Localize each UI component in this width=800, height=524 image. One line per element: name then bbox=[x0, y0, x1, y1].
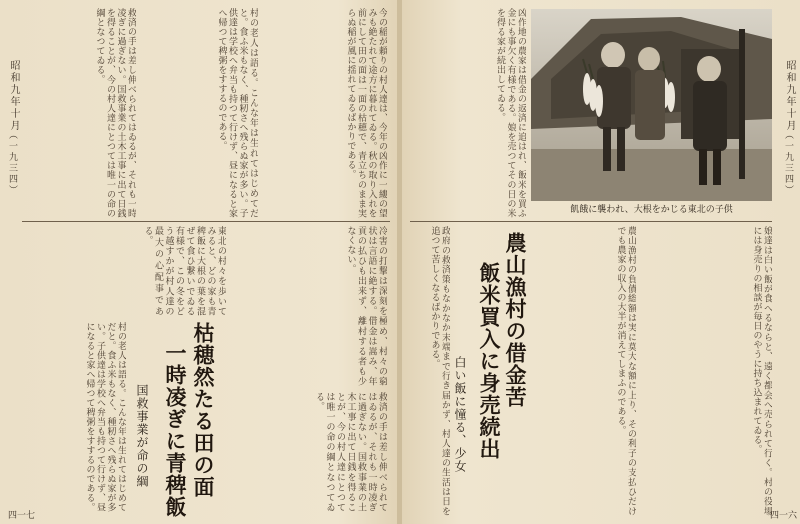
right-issue-label: （一九三四） bbox=[783, 130, 793, 196]
left-headline-line2: 一時凌ぎに青稗飯 bbox=[163, 342, 187, 518]
left-running-head: 昭和九年十月 bbox=[8, 60, 19, 132]
right-top-column: 凶作地の農家は借金の返済に追はれ、飯米を買ふ金にも事欠く有様である。娘を売つてその日の米を得る家が続出してゐる。 bbox=[495, 8, 526, 218]
left-bottom-column-right: 救済の手は差し伸べられてはゐるが、それも一時凌ぎに過ぎない。国救事業の土木工事に出て日銭を得ることが、今の村人達にとつては唯一の命の綱となつてゐる。 bbox=[314, 392, 387, 512]
left-top-column-mid: 村の老人は語る。こんな年は生れてはじめてだと。食ふ米もなく、種籾さへ残らぬ家が多い。子供達は学校へ弁当も持つて行けず、昼になると家へ帰つて稗粥をすするのである。 bbox=[216, 8, 258, 218]
left-page-number: 四一七 bbox=[8, 511, 36, 521]
right-subhead: 白い飯に憧る、少女 bbox=[453, 356, 467, 473]
right-bottom-column-mid: 農山漁村の負債総額は実に莫大な額に上り、その利子の支払ひだけでも農家の収入の大半が消えてしまふのである。 bbox=[615, 226, 636, 516]
left-page bbox=[0, 0, 398, 524]
right-column-rule bbox=[410, 221, 772, 222]
left-mid-column-right: 冷害の打撃は深刻を極め、村々の窮状は言語に絶する。借金は嵩み、年貢の払ひも出来ず、離村する者も少なくない。 bbox=[345, 226, 387, 386]
left-top-column-left: 救済の手は差し伸べられてはゐるが、それも一時凌ぎに過ぎない。国救事業の土木工事に出て日銭を得ることが、今の村人達にとつては唯一の命の綱となつてゐる。 bbox=[94, 8, 136, 218]
right-headline-line1: 農山漁村の借金苦 bbox=[503, 232, 527, 408]
left-headline-line1: 枯穂然たる田の面 bbox=[191, 322, 215, 498]
photo-image bbox=[531, 9, 772, 201]
left-issue-label: （一九三四） bbox=[7, 130, 17, 196]
photo-children-eating-radish bbox=[531, 9, 772, 201]
right-headline-line2: 飯米買入に身売続出 bbox=[477, 262, 501, 460]
left-mid-column-left: 東北の村々を歩いてみると、どの家も青稗飯に大根の葉を混ぜて食ひ繋いでゐる有様で、この冬をどう越すかが村人達の最大の心配事である。 bbox=[142, 226, 226, 316]
photo-caption: 飢餓に襲われ、大根をかじる東北の子供 bbox=[570, 205, 733, 215]
right-page-number: 四一六 bbox=[770, 511, 798, 521]
left-column-rule bbox=[22, 221, 390, 222]
right-bottom-column-left: 政府の救済策もなかなか末端まで行き届かず、村人達の生活は日を追つて苦しくなるばかりである。 bbox=[429, 226, 450, 516]
left-subhead: 国救事業が命の綱 bbox=[135, 384, 149, 488]
left-top-column-right: 今の稲が頼りの村人達は、今年の凶作に一縷の望みも絶たれて途方に暮れてゐる。秋の取り入れを前にして田の面は一面の枯穂で、青立ちのまま実らぬ稲が風に揺れてゐるばかりである。 bbox=[345, 8, 387, 218]
left-bottom-column: 村の老人は語る。こんな年は生れてはじめてだと。食ふ米もなく、種籾さへ残らぬ家が多い。子供達は学校へ弁当も持つて行けず、昼になると家へ帰つて稗粥をすするのである。 bbox=[84, 322, 126, 512]
right-bottom-column-right: 娘達は白い飯が食へるならと、遠く都会へ売られて行く。村の役場には身売りの相談が毎日のやうに持ち込まれてゐる。 bbox=[751, 226, 772, 516]
right-running-head: 昭和九年十月 bbox=[784, 60, 795, 132]
